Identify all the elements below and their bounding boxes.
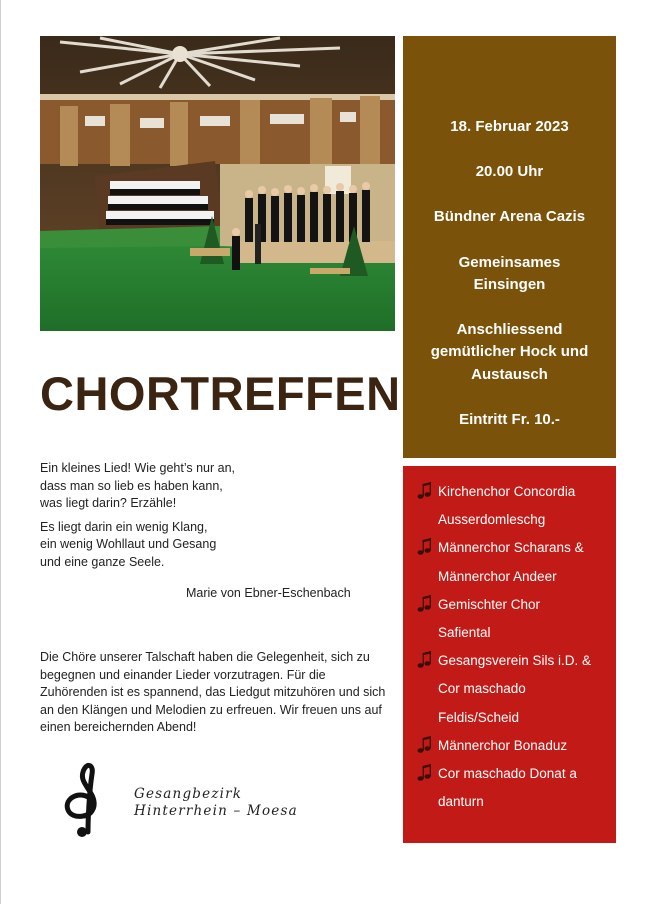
choir-item (403, 760, 616, 788)
event-after-line-3: Austausch (471, 366, 548, 383)
choir-name: Cor maschado (438, 681, 526, 697)
organization-logo (52, 760, 372, 838)
choir-name: Gemischter Chor (438, 596, 541, 612)
choir-name: Safiental (438, 625, 491, 641)
choir-item-continuation (403, 788, 616, 816)
poem-line: was liegt darin? Erzähle! (40, 496, 177, 510)
event-activity-line-2: Einsingen (473, 276, 546, 293)
choir-name: Cor maschado Donat a (438, 766, 577, 782)
choir-item (403, 478, 616, 506)
music-note-icon (417, 651, 431, 669)
choir-item (403, 591, 616, 619)
music-note-icon (417, 482, 431, 500)
logo-line-1: Gesangbezirk (134, 786, 243, 802)
choir-name: Männerchor Bonaduz (438, 737, 568, 753)
event-date: 18. Februar 2023 (450, 118, 569, 135)
choir-name: Männerchor Andeer (438, 568, 557, 584)
poem-line: und eine ganze Seele. (40, 554, 165, 569)
choir-item-continuation (403, 506, 616, 534)
poem-line: Ein kleines Lied! Wie geht’s nur an, (40, 461, 236, 475)
event-info-box (403, 36, 616, 458)
music-note-icon (417, 736, 431, 754)
event-after-line-2: gemütlicher Hock und (430, 343, 589, 360)
choir-name: Kirchenchor Concordia (438, 484, 576, 499)
choir-name: Gesangsverein Sils i.D. & (438, 653, 592, 669)
music-note-icon (417, 764, 431, 782)
music-note-icon (417, 538, 431, 556)
choir-item-continuation (403, 704, 616, 732)
poem-line: ein wenig Wohllaut und Gesang (40, 537, 217, 551)
event-time: 20.00 Uhr (475, 163, 544, 180)
event-after-line-1: Anschliessend (456, 321, 563, 338)
poem-author: Marie von Ebner-Eschenbach (186, 586, 351, 600)
choir-photo (40, 36, 395, 331)
event-activity-line-1: Gemeinsames (458, 254, 561, 271)
event-venue: Bündner Arena Cazis (433, 208, 586, 225)
choir-item-continuation (403, 619, 616, 647)
music-note-icon (417, 595, 431, 613)
logo-text (134, 786, 298, 820)
event-entry-fee: Eintritt Fr. 10.- (459, 411, 560, 428)
choir-name: Ausserdomleschg (438, 512, 546, 528)
page-edge (0, 0, 1, 904)
choir-list-box (403, 466, 616, 843)
poem-stanza-1 (40, 460, 390, 513)
choir-name: Feldis/Scheid (438, 709, 520, 725)
choir-list (403, 466, 616, 816)
logo-line-2: Hinterrhein – Moesa (134, 803, 298, 819)
choir-name: danturn (438, 794, 484, 810)
choir-item-continuation (403, 563, 616, 591)
choir-item-continuation (403, 675, 616, 703)
poem-line: Es liegt darin ein wenig Klang, (40, 519, 208, 534)
treble-clef-icon (52, 760, 116, 838)
poem-line: dass man so lieb es haben kann, (40, 478, 223, 493)
poem (40, 460, 390, 603)
page-title: CHORTREFFEN (40, 367, 401, 420)
choir-name: Männerchor Scharans & (438, 540, 584, 556)
choir-item (403, 534, 616, 562)
poem-stanza-2 (40, 519, 390, 572)
choir-item (403, 732, 616, 760)
intro-paragraph: Die Chöre unserer Talschaft haben die Gelegenheit, sich zu begegnen und einander Lieder vorzutragen. Für die Zuhörenden ist es spannend, das Liedgut mitzuhören und sich an den Klängen und Melodien zu erfreuen. Wir freuen uns auf einen bereichernden Abend! (40, 650, 386, 734)
choir-item (403, 647, 616, 675)
